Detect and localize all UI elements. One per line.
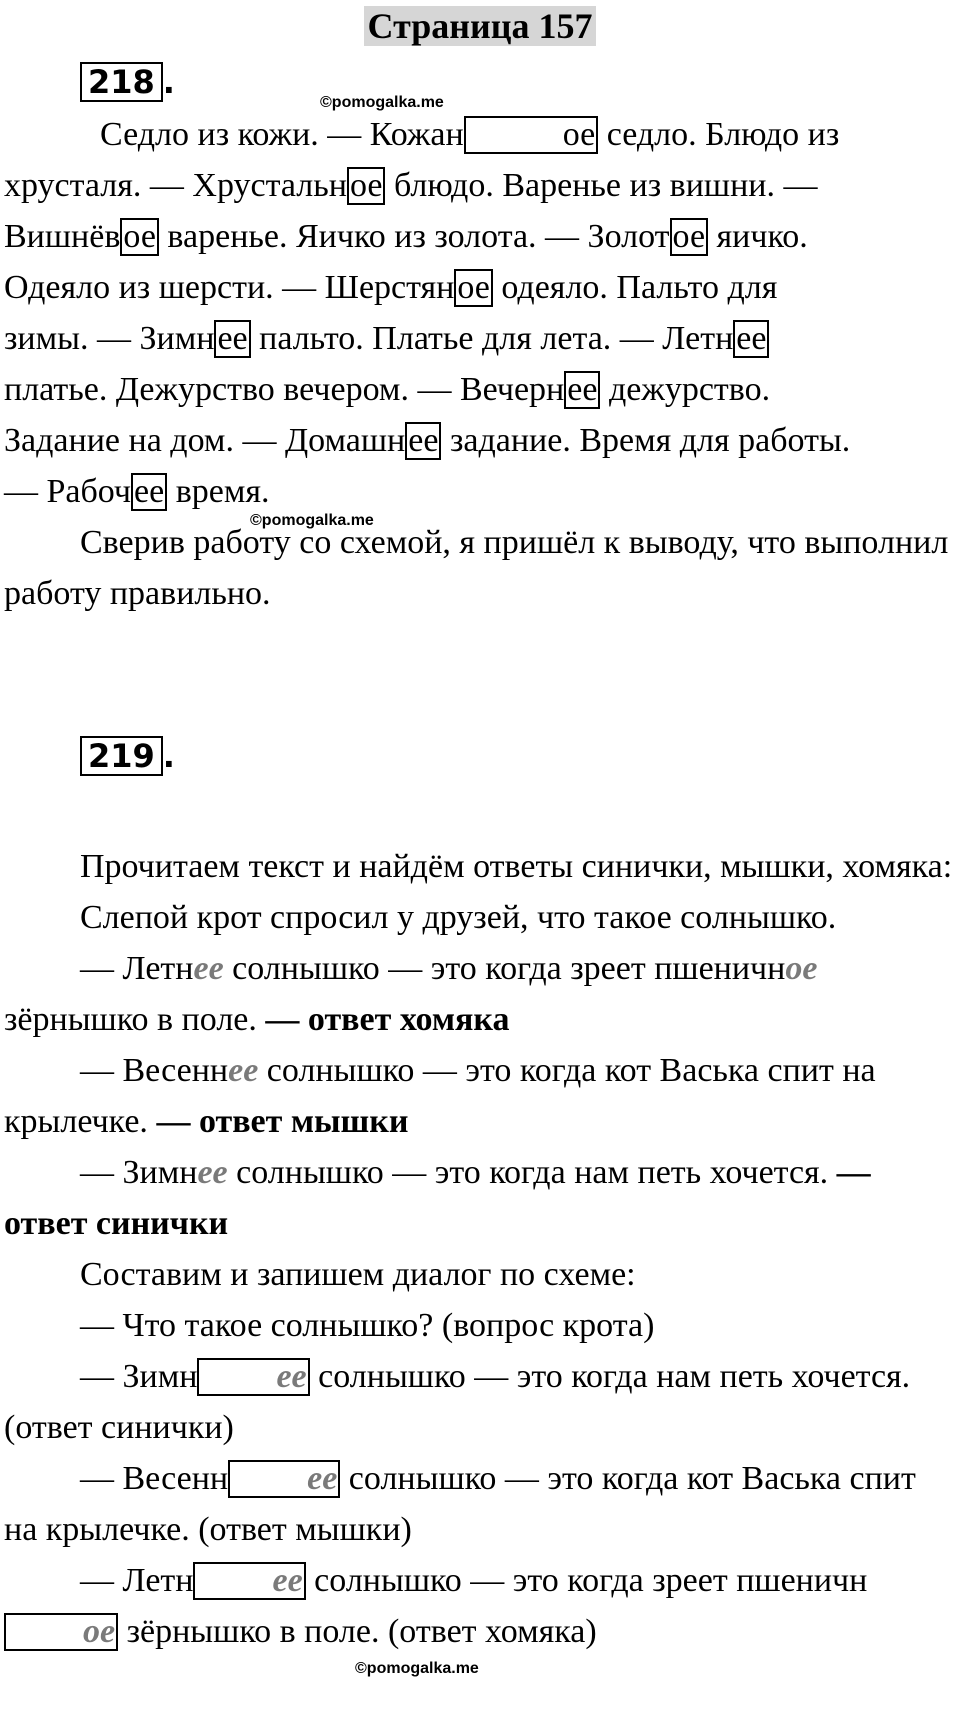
dialog-intro: Составим и запишем диалог по схеме: <box>80 1256 636 1293</box>
watermark: ©pomogalka.me <box>320 94 444 111</box>
text-line: Вишнёвое варенье. Яичко из золота. — Золотое яичко. <box>4 218 808 255</box>
intro: Прочитаем текст и найдём ответы синички, мышки, хомяка: <box>80 848 953 885</box>
watermark: ©pomogalka.me <box>250 512 374 529</box>
question: Слепой крот спросил у друзей, что такое солнышко. <box>80 899 837 936</box>
text-line: — Рабочее время. <box>4 473 270 510</box>
text-line: Задание на дом. — Домашнее задание. Время для работы. <box>4 422 851 459</box>
exercise-219-text <box>4 841 956 1657</box>
dialog-line: — Весенн ее солнышко — это когда кот Васька спит на крылечке. (ответ мышки) <box>4 1460 916 1548</box>
page-title: Страница 157 <box>0 4 960 48</box>
text-line: платье. Дежурство вечером. — Вечернее дежурство. <box>4 371 771 408</box>
text-line: зимы. — Зимнее пальто. Платье для лета. — Летнее <box>4 313 956 364</box>
dialog-line: — Зимн ее солнышко — это когда нам петь хочется. (ответ синички) <box>4 1358 911 1446</box>
answer-titmouse: — Зимнее солнышко — это когда нам петь хочется. — ответ синички <box>4 1154 871 1242</box>
conclusion: Сверив работу со схемой, я пришёл к выводу, что выполнил работу правильно. <box>4 524 949 612</box>
dialog-line: — Что такое солнышко? (вопрос крота) <box>80 1307 655 1344</box>
exercise-218-text <box>4 109 956 619</box>
answer-mouse: — Весеннее солнышко — это когда кот Васька спит на крылечке. — ответ мышки <box>4 1052 876 1140</box>
answer-hamster: — Летнее солнышко — это когда зреет пшеничное зёрнышко в поле. — ответ хомяка <box>4 950 818 1038</box>
text-line: Одеяло из шерсти. — Шерстяное одеяло. Пальто для <box>4 269 778 306</box>
dialog-line: — Летн ее солнышко — это когда зреет пшеничное зёрнышко в поле. (ответ хомяка) <box>4 1555 956 1657</box>
text-line: Седло из кожи. — Кожан ое седло. Блюдо из <box>100 116 840 153</box>
text-line: хрусталя. — Хрустальное блюдо. Варенье из вишни. — <box>4 167 818 204</box>
watermark: ©pomogalka.me <box>355 1660 479 1677</box>
exercise-218-number: 218 . <box>80 62 175 102</box>
exercise-219-number: 219 . <box>80 736 175 776</box>
